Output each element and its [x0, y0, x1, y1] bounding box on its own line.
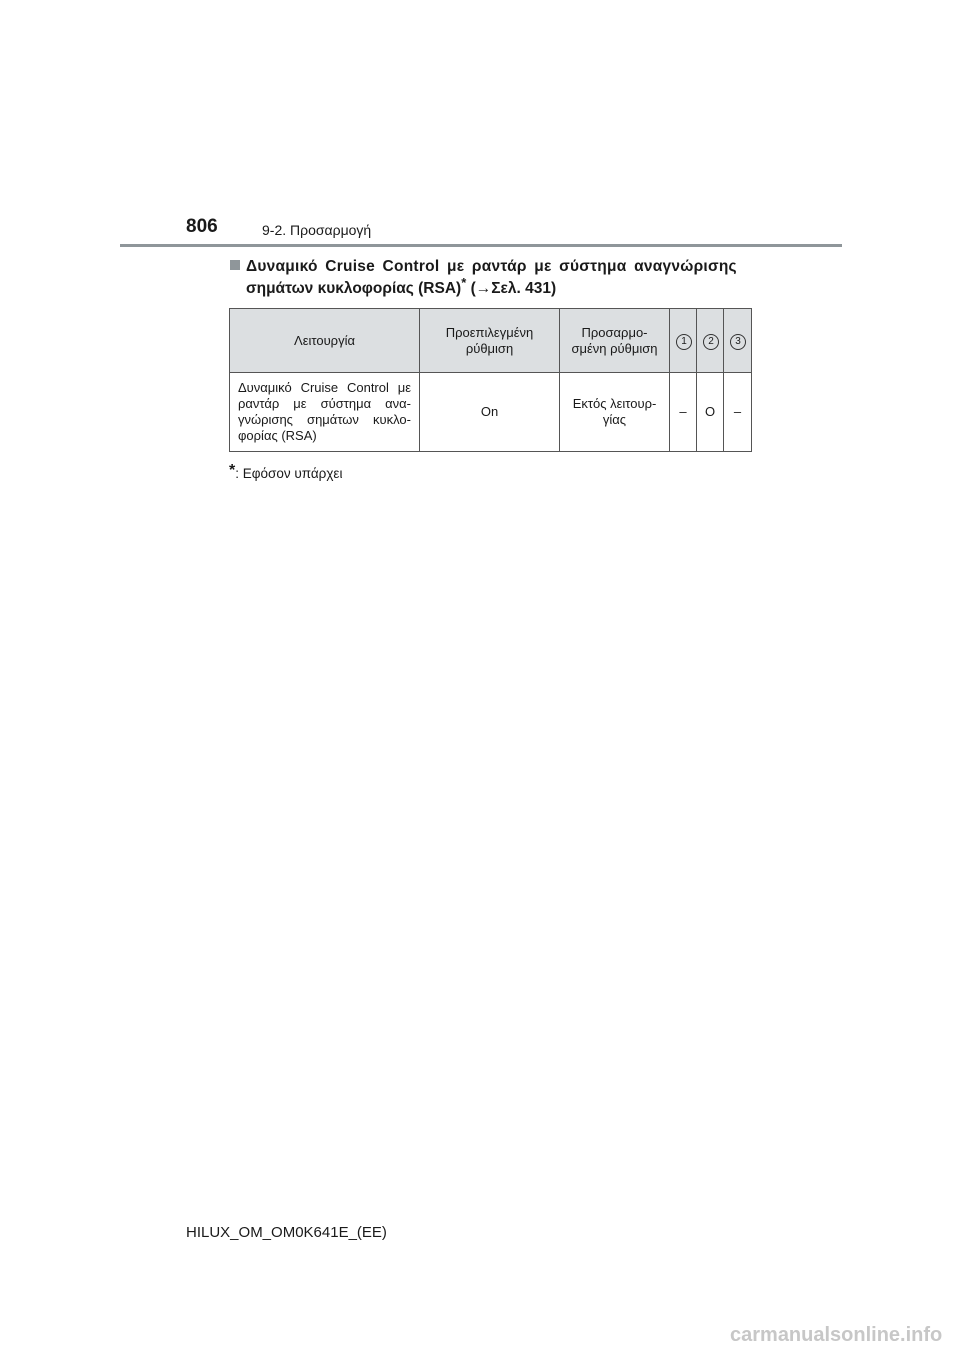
heading-line-2 [230, 274, 750, 300]
header-col-2 [697, 309, 724, 373]
page-number: 806 [186, 216, 218, 237]
header-default-setting: Προεπιλεγμένη ρύθμιση [420, 309, 560, 373]
circled-3-icon: 3 [730, 334, 746, 350]
section-title: 9-2. Προσαρμογή [262, 222, 372, 238]
document-code: HILUX_OM_OM0K641E_(EE) [186, 1224, 387, 1241]
heading-asterisk: * [461, 274, 467, 290]
heading-text-1: Δυναμικό Cruise Control με ραντάρ με σύστημα αναγνώρισης [246, 258, 737, 275]
cell-function: Δυναμικό Cruise Control με ραντάρ με σύστημα ανα-γνώρισης σημάτων κυκλο-φορίας (RSA) [230, 373, 420, 452]
header-function: Λειτουργία [230, 309, 420, 373]
header-custom-setting: Προσαρμο-σμένη ρύθμιση [560, 309, 670, 373]
settings-table [229, 308, 752, 452]
header-col-1 [670, 309, 697, 373]
cell-col-3: – [724, 373, 752, 452]
header-col-3 [724, 309, 752, 373]
watermark: carmanualsonline.info [730, 1324, 943, 1346]
footnote-text: : Εφόσον υπάρχει [235, 466, 343, 481]
circled-2-icon: 2 [703, 334, 719, 350]
footnote-asterisk: * [229, 462, 236, 479]
table-header-row [230, 309, 752, 373]
heading-text-2: σημάτων κυκλοφορίας (RSA) [246, 280, 462, 297]
cell-col-1: – [670, 373, 697, 452]
cell-custom: Εκτός λειτουρ-γίας [560, 373, 670, 452]
section-heading [230, 256, 750, 300]
cell-default: On [420, 373, 560, 452]
heading-line-1 [230, 256, 750, 278]
circled-1-icon: 1 [676, 334, 692, 350]
table-row [230, 373, 752, 452]
header-divider [120, 244, 842, 247]
footnote [229, 462, 342, 481]
page-reference: (→Σελ. 431) [470, 280, 557, 297]
square-bullet-icon [230, 260, 240, 270]
cell-col-2: O [697, 373, 724, 452]
